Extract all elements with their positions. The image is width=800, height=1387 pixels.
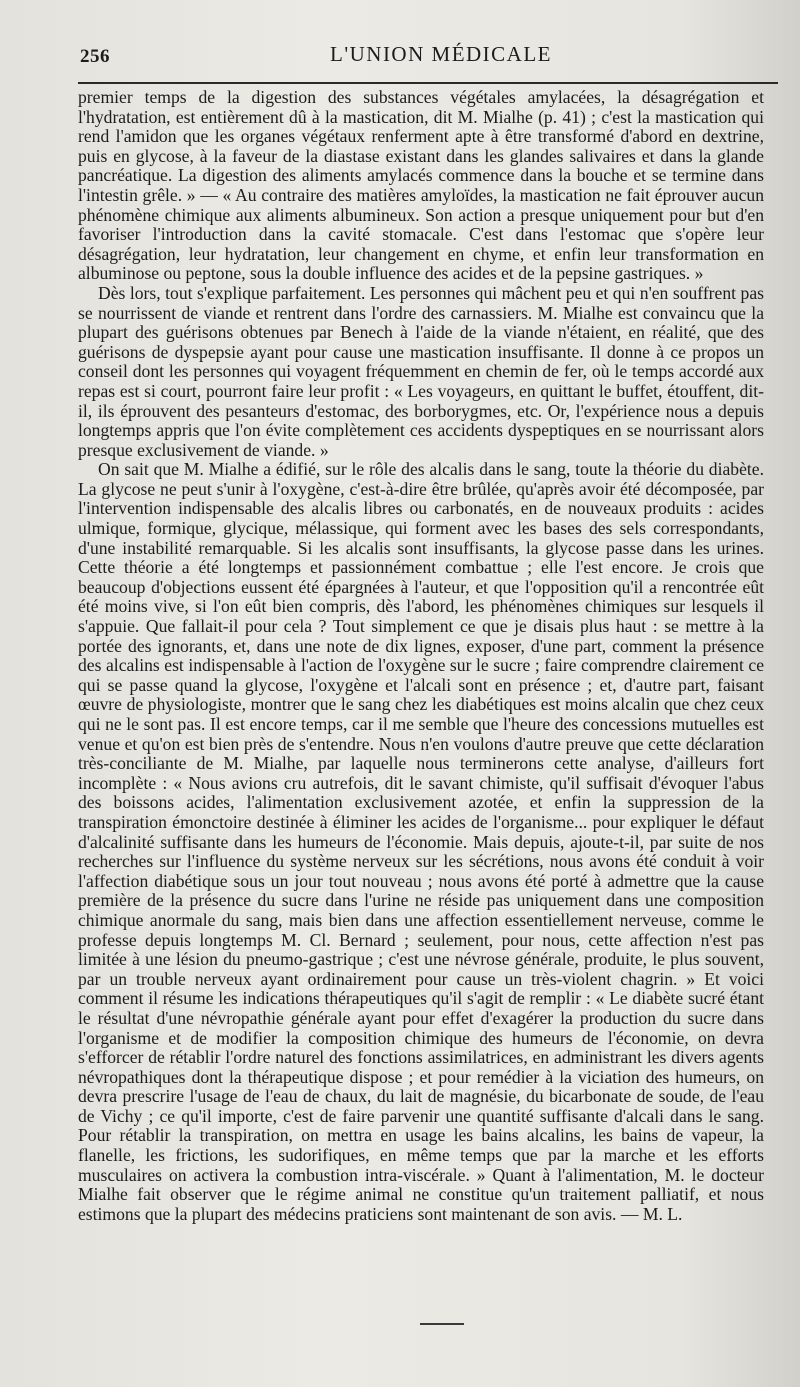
- running-title: L'UNION MÉDICALE: [330, 42, 553, 66]
- author-signature: — M. L.: [620, 1203, 683, 1224]
- paragraph-2: Dès lors, tout s'explique parfaitement. Les personnes qui mâchent peu et qui n'en souffrent pas se nourrissent de viande et rentrent dans l'ordre des carnassiers. M. Mialhe est convaincu que la plupart des guérisons obtenues par Benech à l'aide de la viande n'étaient, en réalité, que des guérisons de dyspepsie ayant pour cause une mastication insuffisante. Il donne à ce propos un conseil dont les personnes qui voyagent fréquemment en chemin de fer, où le temps accordé aux repas est si court, pourront faire leur profit : « Les voyageurs, en quittant le buffet, étouffent, dit-il, ils éprouvent des pesanteurs d'estomac, des borborygmes, etc. Or, l'expérience nous a depuis longtemps appris que l'on évite complètement ces accidents dyspeptiques en se nourrissant alors presque exclusivement de viande. »: [78, 282, 764, 460]
- end-rule: [420, 1323, 464, 1325]
- paragraph-3-text: On sait que M. Mialhe a édifié, sur le rôle des alcalis dans le sang, toute la théorie du diabète. La glycose ne peut s'unir à l'oxygène, c'est-à-dire être brûlée, qu'après avoir été décomposée, par l'intervention indispensable des alcalis libres ou carbonatés, en de nouveaux produits : acides ulmique, formique, glycique, mélassique, qui forment avec les bases des sels correspondants, d'une instabilité remarquable. Si les alcalis sont insuffisants, la glycose passe dans les urines. Cette théorie a été longtemps et passionnément combattue ; elle l'est encore. Je crois que beaucoup d'objections eussent été épargnées à l'auteur, et que l'opposition qu'il a rencontrée eût été moins vive, si l'on eût bien compris, dès l'abord, les phénomènes chimiques sur lesquels il s'appuie. Que fallait-il pour cela ? Tout simplement ce que je disais plus haut : se mettre à la portée des ignorants, et, dans une note de dix lignes, exposer, d'une part, comment la présence des alcalins est indispensable à l'action de l'oxygène sur le sucre ; faire comprendre clairement ce qui se passe quand la glycose, l'oxygène et l'alcali sont en présence ; et, d'autre part, faisant œuvre de physiologiste, montrer que le sang chez les diabétiques est moins alcalin que chez ceux qui ne le sont pas. Il est encore temps, car il me semble que l'heure des concessions mutuelles est venue et qu'on est bien près de s'entendre. Nous n'en voulons d'autre preuve que cette déclaration très-conciliante de M. Mialhe, par laquelle nous terminerons cette analyse, d'ailleurs fort incomplète : « Nous avions cru autrefois, dit le savant chimiste, qu'il suffisait d'évoquer l'abus des boissons acides, l'alimentation exclusivement azotée, et enfin la suppression de la transpiration émonctoire destinée à éliminer les acides de l'organisme... pour expliquer le défaut d'alcalinité suffisante dans les humeurs de l'économie. Mais depuis, ajoute-t-il, par suite de nos recherches sur l'influence du système nerveux sur les sécrétions, nous avons été conduit à voir l'affection diabétique sous un jour tout nouveau ; nous avons été porté à admettre que la cause première de la présence du sucre dans l'urine ne réside pas uniquement dans une composition chimique anormale du sang, mais bien dans une affection essentiellement nerveuse, comme le professe depuis longtemps M. Cl. Bernard ; seulement, pour nous, cette affection n'est pas limitée à une lésion du pneumo-gastrique ; c'est une névrose générale, produite, le plus souvent, par un trouble nerveux ayant ordinairement pour cause un très-violent chagrin. » Et voici comment il résume les indications thérapeutiques qu'il s'agit de remplir : « Le diabète sucré étant le résultat d'une névropathie générale ayant pour effet d'exagérer la production du sucre dans l'organisme et de modifier la composition chimique des humeurs de l'économie, on devra s'efforcer de rétablir l'ordre naturel des fonctions assimilatrices, en administrant les divers agents névropathiques dont la thérapeutique dispose ; et pour remédier à la viciation des humeurs, on devra prescrire l'usage de l'eau de chaux, du lait de magnésie, du bicarbonate de soude, de l'eau de Vichy ; ce qu'il importe, c'est de faire parvenir une quantité suffisante d'alcali dans le sang. Pour rétablir la transpiration, on mettra en usage les bains alcalins, les bains de vapeur, la flanelle, les frictions, les sudorifiques, en même temps que par la marche et les efforts musculaires on activera la combustion intra-viscérale. » Quant à l'alimentation, M. le docteur Mialhe fait observer que le régime animal ne constitue qu'un traitement palliatif, et nous estimons que la plupart des médecins praticiens sont maintenant de son avis.: [78, 459, 764, 1224]
- paragraph-3: [78, 460, 764, 1224]
- page-header: [80, 40, 770, 76]
- paragraph-1: premier temps de la digestion des substances végétales amylacées, la désagrégation et l'hydratation, est entièrement dû à la mastication, dit M. Mialhe (p. 41) ; c'est la mastication qui rend l'amidon que les organes végétaux renferment apte à être transformé d'abord en dextrine, puis en glycose, à la faveur de la diastase existant dans les glandes salivaires et dans la glande pancréatique. La digestion des aliments amylacés commence dans la bouche et se termine dans l'intestin grêle. » — « Au contraire des matières amyloïdes, la mastication ne fait éprouver aucun phénomène chimique aux aliments albumineux. Son action a presque uniquement pour but d'en favoriser l'introduction dans la cavité stomacale. C'est dans l'estomac que s'opère leur désagrégation, leur hydratation, leur changement en chyme, et enfin leur transformation en albuminose ou peptone, sous la double influence des acides et de la pepsine gastriques. »: [78, 87, 764, 284]
- page-number: 256: [80, 46, 110, 67]
- article-body: [78, 88, 764, 1224]
- header-rule: [78, 82, 778, 84]
